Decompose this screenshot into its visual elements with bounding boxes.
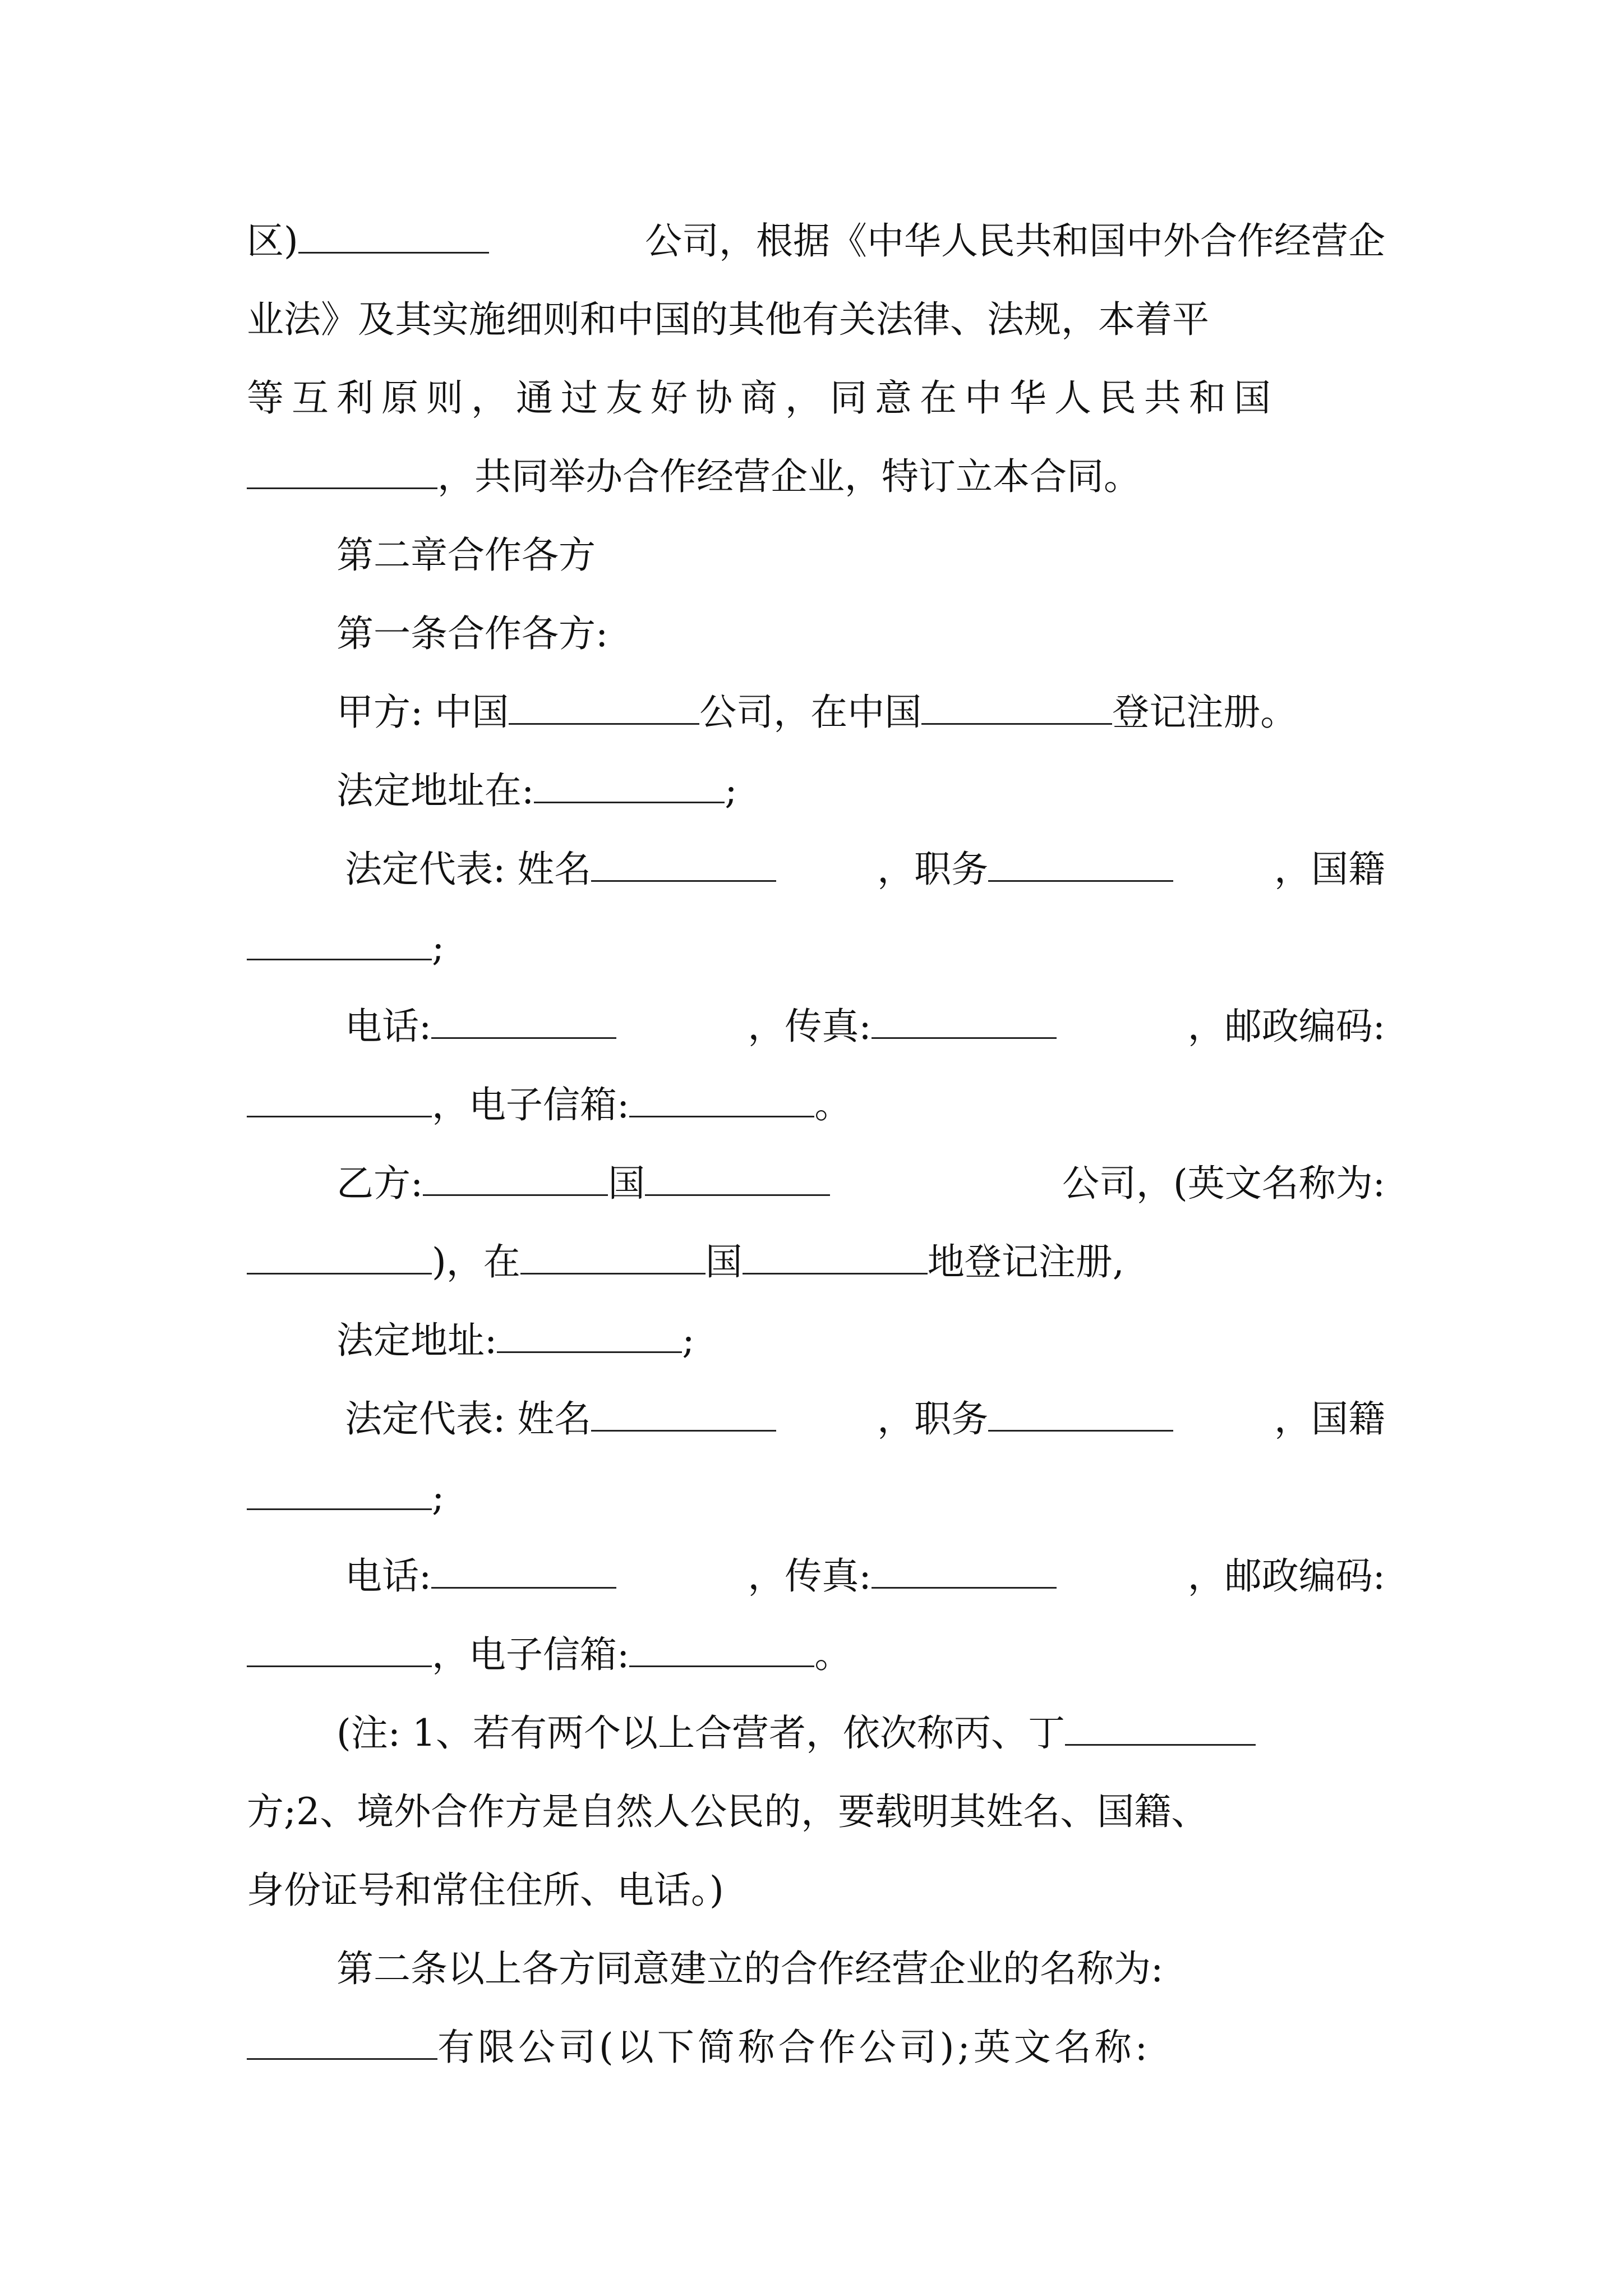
text-segment: ; [432,1476,445,1519]
blank-field [872,1552,1057,1589]
text-segment: 第二章合作各方 [336,533,596,577]
blank-field [509,688,699,725]
blank-field [247,2023,437,2060]
text-segment: 公司，在中国 [699,691,922,734]
text-segment: ，邮政编码: [1187,1005,1385,1048]
text-segment: 法定代表: 姓名 [345,1397,592,1441]
text-line [336,1150,1385,1217]
note-line [247,1778,1385,1846]
text-segment: ，职务 [877,848,989,891]
text-segment: 地登记注册, [927,1240,1124,1283]
note-line [247,1857,1385,1924]
blank-field [247,924,432,960]
text-line [247,443,1385,510]
text-segment: (注: 1、若有两个以上合营者，依次称丙、丁 [336,1711,1065,1755]
blank-field [247,1631,432,1667]
text-line [345,993,1385,1060]
blank-field [247,453,437,489]
text-segment: ，职务 [877,1397,989,1441]
blank-field [247,1238,432,1274]
blank-field [1065,1709,1256,1746]
text-line [247,365,1385,432]
text-line [345,1543,1385,1610]
text-line [336,679,1385,746]
text-line [345,1386,1385,1453]
text-segment: ，传真: [748,1005,872,1048]
blank-field [247,1474,432,1510]
blank-field [591,845,776,882]
blank-field [872,1002,1057,1039]
text-line [247,1071,1385,1139]
text-segment: 身份证号和常住住所、电话。) [247,1869,724,1912]
text-segment: ; [432,926,445,969]
text-segment: 公司，根据《中华人民共和国中外合作经营企 [645,219,1385,263]
text-line [247,1228,1385,1296]
blank-field [988,845,1173,882]
blank-field [988,1395,1173,1432]
text-segment: 公司，(英文名称为: [1062,1162,1385,1205]
blank-field [591,1395,776,1432]
text-segment: ; [725,769,737,812]
text-segment: 国 [608,1162,645,1205]
blank-field [497,1317,682,1353]
text-line [247,914,1385,982]
text-segment: ，国籍 [1274,848,1385,891]
blank-field [431,1002,616,1039]
text-line [247,1621,1385,1688]
text-segment: ，共同举办合作经营企业，特订立本合同。 [437,455,1141,498]
text-segment: 区) [247,219,298,263]
text-segment: 乙方: [336,1162,423,1205]
text-segment: 等互利原则，通过友好协商，同意在中华人民共和国 [247,376,1279,420]
blank-field [520,1238,706,1274]
text-segment: 。 [814,1083,852,1126]
text-line [247,286,1385,353]
text-line [247,2014,1385,2081]
blank-field [743,1238,928,1274]
text-segment: )，在 [432,1240,520,1283]
text-line [336,757,1385,825]
text-segment: 法定地址: [336,1319,497,1362]
note-line [336,1700,1385,1767]
blank-field [431,1552,616,1589]
text-segment: 业法》及其实施细则和中国的其他有关法律、法规，本着平 [247,298,1209,341]
blank-field [629,1631,814,1667]
text-line [247,1464,1385,1531]
text-segment: ; [682,1319,695,1362]
text-segment: 第二条以上各方同意建立的合作经营企业的名称为: [336,1947,1164,1990]
text-segment: 法定代表: 姓名 [345,848,592,891]
article-heading [336,1935,1385,2003]
blank-field [629,1081,814,1117]
text-segment: 电话: [345,1554,432,1598]
text-segment: ，传真: [748,1554,872,1598]
blank-field [423,1159,608,1196]
chapter-heading [336,522,1385,589]
blank-field [534,767,725,803]
text-segment: 有限公司(以下简称合作公司);英文名称: [437,2026,1151,2069]
article-heading [336,600,1385,668]
text-line [336,1307,1385,1374]
text-segment: 国 [705,1240,743,1283]
text-segment: 法定地址在: [336,769,534,812]
blank-field [921,688,1112,725]
text-segment: 电话: [345,1005,432,1048]
blank-field [645,1159,830,1196]
text-segment: ，邮政编码: [1187,1554,1385,1598]
text-segment: ，电子信箱: [432,1083,630,1126]
blank-field [247,1081,432,1117]
text-segment: 第一条合作各方: [336,612,608,655]
blank-field [298,217,489,254]
text-segment: 。 [814,1633,852,1676]
text-segment: ，国籍 [1274,1397,1385,1441]
text-segment: 方;2、境外合作方是自然人公民的，要载明其姓名、国籍、 [247,1790,1209,1833]
text-segment: 登记注册。 [1112,691,1298,734]
text-line [345,836,1385,903]
text-segment: 甲方: 中国 [336,691,509,734]
text-line [247,208,1385,275]
text-segment: ，电子信箱: [432,1633,630,1676]
